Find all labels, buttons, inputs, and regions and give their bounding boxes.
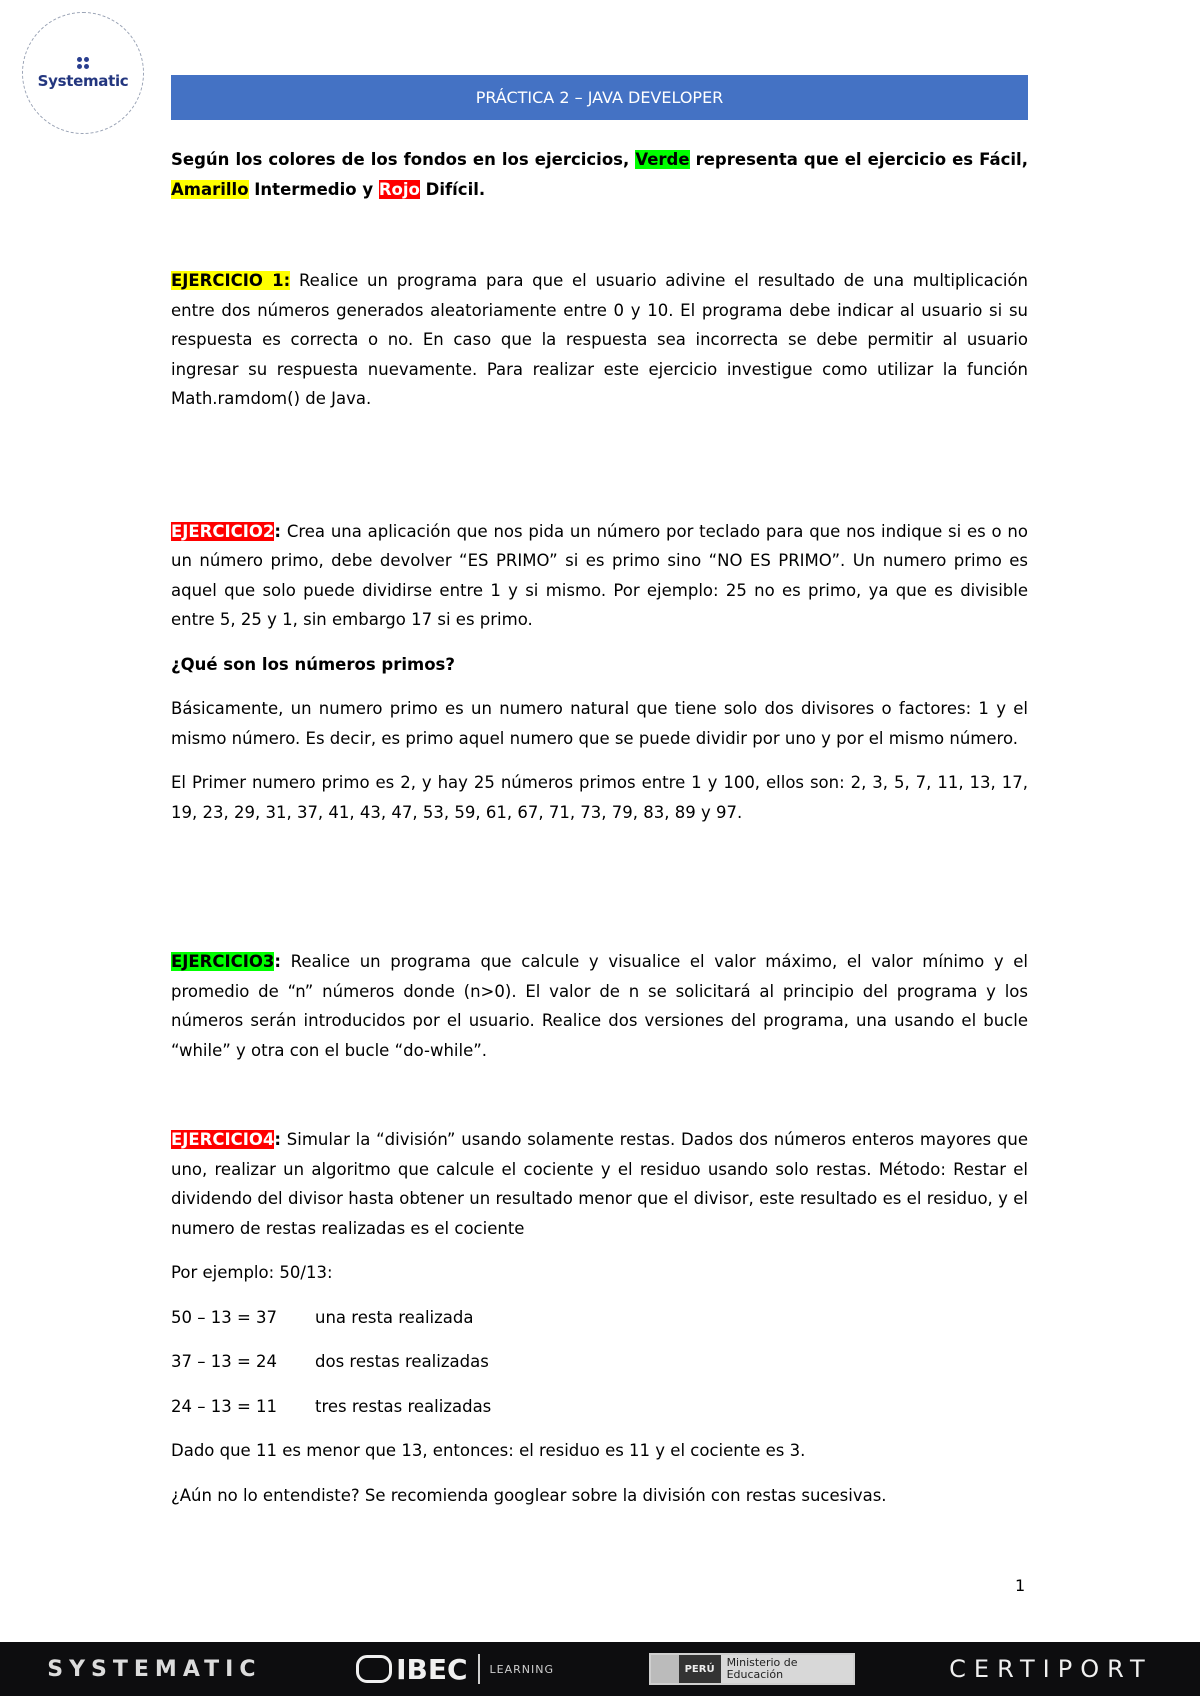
ejercicio-4-example: Por ejemplo: 50/13:	[171, 1263, 333, 1282]
intro-text: Difícil.	[419, 179, 486, 199]
ejercicio-1-label: EJERCICIO 1:	[171, 271, 291, 290]
ejercicio-4	[171, 1125, 1028, 1243]
rojo-label: Rojo	[378, 179, 420, 199]
divider	[478, 1654, 480, 1684]
label-colon: :	[274, 1130, 282, 1149]
ejercicio-4-step	[171, 1303, 1028, 1333]
document-body	[171, 145, 1028, 1510]
minedu-logo	[649, 1653, 855, 1685]
step-equation: 37 – 13 = 24	[171, 1352, 278, 1371]
ejercicio-4-tip: ¿Aún no lo entendiste? Se recomienda googlear sobre la división con restas sucesivas.	[171, 1485, 887, 1505]
intro-text: Intermedio y	[248, 179, 379, 199]
ejercicio-4-text: Simular la “división” usando solamente restas. Dados dos números enteros mayores que uno, realizar un algoritmo que calcule el cociente y el residuo usando solo restas. Método: Restar el dividendo del divisor hasta obtener un resultado menor que el divisor, este resultado es el residuo, y el numero de restas realizadas es el cociente	[171, 1130, 1028, 1238]
step-equation: 50 – 13 = 37	[171, 1307, 278, 1327]
ejercicio-4-label: EJERCICIO4	[171, 1130, 275, 1149]
ejercicio-2-text: Crea una aplicación que nos pida un número por teclado para que nos indique si es o no un número primo, debe devolver “ES PRIMO” si es primo sino “NO ES PRIMO”. Un numero primo es aquel que solo puede dividirse entre 1 y si mismo. Por ejemplo: 25 no es primo, ya que es divisible entre 5, 25 y 1, sin embargo 17 si es primo.	[171, 521, 1028, 629]
systematic-footer-logo	[47, 1657, 261, 1682]
ejercicio-2-primes-list: El Primer numero primo es 2, y hay 25 números primos entre 1 y 100, ellos son: 2, 3, 5, 7, 11, 13, 17, 19, 23, 29, 31, 37, 41, 43, 47, 53, 59, 61, 67, 71, 73, 79, 83, 89 y 97.	[171, 773, 1028, 822]
step-description: una resta realizada	[315, 1307, 474, 1327]
ejercicio-2-label: EJERCICIO2	[171, 521, 275, 541]
page-title: PRÁCTICA 2 – JAVA DEVELOPER	[171, 75, 1028, 120]
peru-text: PERÚ	[679, 1655, 721, 1683]
ejercicio-2-definition: Básicamente, un numero primo es un numero natural que tiene solo dos divisores o factores: 1 y el mismo número. Es decir, es primo aquel numero que se puede dividir por uno y por el mismo número.	[171, 699, 1028, 748]
ejercicio-2	[171, 517, 1028, 635]
ministerio-text: Ministerio de Educación	[721, 1655, 853, 1683]
ibec-mark-icon	[356, 1655, 392, 1683]
label-colon: :	[274, 521, 282, 541]
step-description: dos restas realizadas	[315, 1352, 489, 1371]
step-equation: 24 – 13 = 11	[171, 1396, 278, 1416]
ejercicio-3-label: EJERCICIO3	[171, 952, 275, 971]
intro-text: representa que el ejercicio es Fácil,	[689, 150, 1028, 169]
ejercicio-4-step	[171, 1347, 1028, 1377]
ejercicio-2-question: ¿Qué son los números primos?	[171, 654, 455, 674]
footer-logos	[0, 1642, 1200, 1696]
learning-text: LEARNING	[489, 1662, 554, 1676]
amarillo-label: Amarillo	[171, 179, 249, 199]
intro-paragraph	[171, 145, 1028, 204]
ejercicio-3-text: Realice un programa que calcule y visualice el valor máximo, el valor mínimo y el promedio de “n” números donde (n>0). El valor de n se solicitará al principio del programa y los números serán introducidos por el usuario. Realice dos versiones del programa, una usando el bucle “while” y otra con el bucle “do-while”.	[171, 952, 1028, 1060]
page-number: 1	[1015, 1576, 1026, 1595]
ibec-text: IBEC	[396, 1652, 468, 1686]
intro-text: Según los colores de los fondos en los ejercicios,	[171, 150, 636, 169]
verde-label: Verde	[635, 150, 690, 169]
certiport-text: CERTIPORT	[949, 1655, 1153, 1683]
ejercicio-1	[171, 266, 1028, 414]
ejercicio-4-conclusion: Dado que 11 es menor que 13, entonces: el residuo es 11 y el cociente es 3.	[171, 1441, 806, 1460]
systematic-footer-text: SYSTEMATIC	[47, 1656, 262, 1682]
step-description: tres restas realizadas	[315, 1396, 492, 1416]
ejercicio-1-text: Realice un programa para que el usuario adivine el resultado de una multiplicación entre dos números generados aleatoriamente entre 0 y 10. El programa debe indicar al usuario si su respuesta es correcta o no. En caso que la respuesta sea incorrecta se debe permitir al usuario ingresar su respuesta nuevamente. Para realizar este ejercicio investigue como utilizar la función Math.ramdom() de Java.	[171, 271, 1028, 408]
logo-text: Systematic	[37, 71, 129, 90]
systematic-logo	[22, 12, 144, 134]
ejercicio-3	[171, 947, 1028, 1065]
peru-shield-icon	[651, 1655, 679, 1683]
label-colon: :	[274, 952, 282, 971]
ejercicio-4-step	[171, 1392, 1028, 1422]
certiport-logo	[949, 1655, 1153, 1683]
ibec-logo	[356, 1653, 554, 1686]
logo-dots-icon	[77, 57, 89, 69]
